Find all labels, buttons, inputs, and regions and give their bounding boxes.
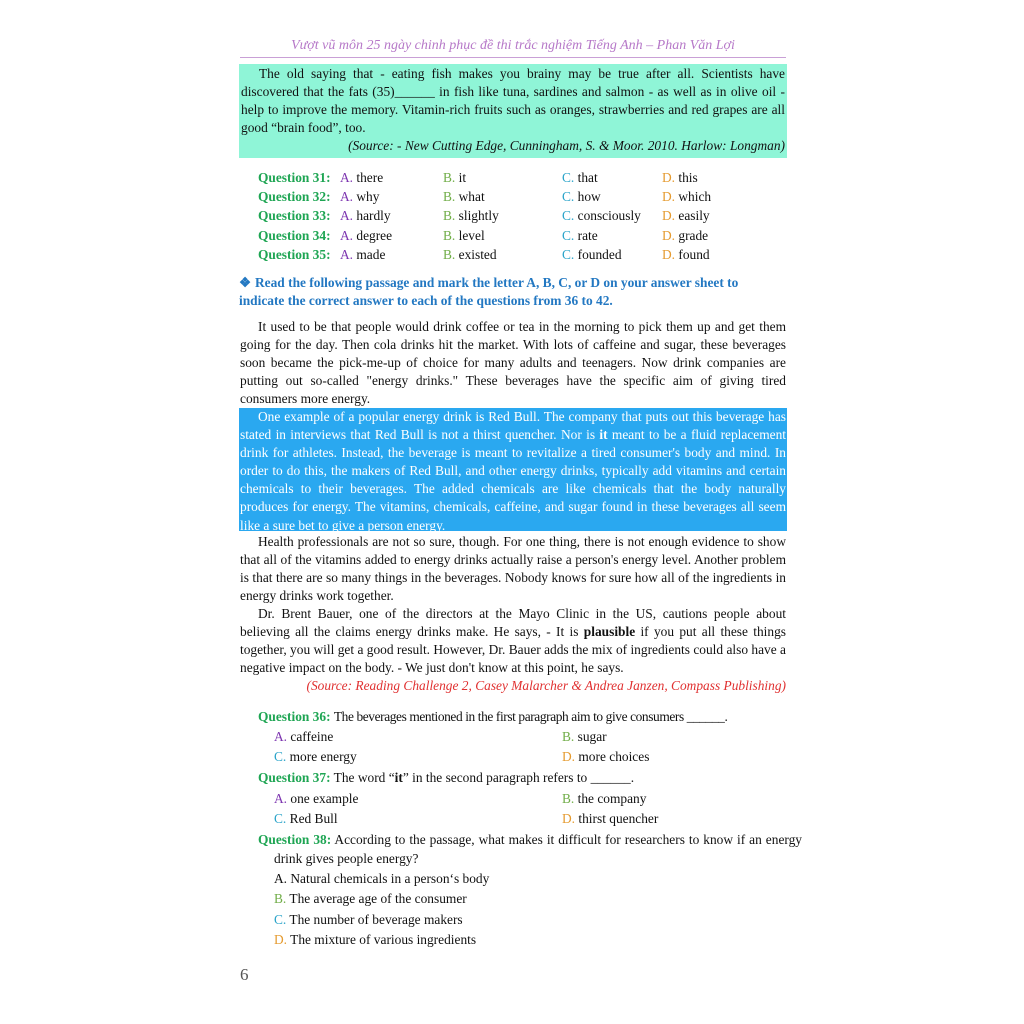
cloze-question-row [258, 168, 331, 187]
question-36-option-a[interactable] [274, 728, 333, 746]
option-text: degree [356, 228, 393, 243]
question-36 [258, 708, 727, 726]
option-text: what [458, 189, 485, 204]
question-38-option-b[interactable] [274, 890, 467, 908]
instruction-text: Read the following passage and mark the letter A, B, C, or D on your answer sheet to indicate the correct answer to each of the questions from 36 to 42. [239, 275, 739, 308]
cloze-question-row [258, 187, 331, 206]
option-letter: B. [443, 170, 456, 185]
question-36-text: The beverages mentioned in the first paragraph aim to give consumers ______. [333, 709, 728, 724]
option-text: The mixture of various ingredients [290, 932, 477, 947]
option-text: sugar [577, 729, 607, 744]
option-letter: C. [562, 228, 575, 243]
cloze-option-a[interactable] [340, 245, 385, 264]
option-letter: B. [274, 891, 287, 906]
header-rule [240, 57, 786, 58]
option-letter: B. [562, 791, 575, 806]
paragraph-4-keyword-plausible: plausible [583, 624, 636, 640]
passage-1-source: (Source: - New Cutting Edge, Cunningham, S. & Moor. 2010. Harlow: Longman) [348, 138, 785, 154]
option-letter: D. [274, 932, 288, 947]
question-38-text: According to the passage, what makes it difficult for researchers to know if an energy drink gives people energy? [274, 832, 802, 866]
option-text: this [678, 170, 698, 185]
running-header: Vượt vũ môn 25 ngày chinh phục đề thi trắc nghiệm Tiếng Anh – Phan Văn Lợi [291, 38, 735, 53]
option-text: that [577, 170, 598, 185]
option-text: easily [678, 208, 710, 223]
option-text: how [577, 189, 601, 204]
question-36-option-d[interactable] [562, 748, 649, 766]
option-text: level [458, 228, 485, 243]
option-letter: A. [274, 871, 288, 886]
option-letter: A. [340, 247, 354, 262]
question-38-option-c[interactable] [274, 911, 463, 929]
cloze-option-b[interactable] [443, 168, 466, 187]
cloze-option-c[interactable] [562, 206, 641, 225]
paragraph-2-keyword-it: it [599, 427, 608, 443]
option-letter: C. [274, 912, 287, 927]
option-letter: A. [274, 729, 288, 744]
cloze-option-a[interactable] [340, 168, 383, 187]
reading-instruction [239, 274, 787, 310]
question-label: Question 33: [258, 208, 331, 223]
option-text: The number of beverage makers [289, 912, 463, 927]
passage-2-source: (Source: Reading Challenge 2, Casey Malarcher & Andrea Janzen, Compass Publishing) [306, 678, 786, 693]
option-text: made [356, 247, 386, 262]
question-37-option-d[interactable] [562, 810, 658, 828]
option-text: slightly [458, 208, 499, 223]
cloze-question-row [258, 206, 331, 225]
option-text: caffeine [290, 729, 334, 744]
option-letter: D. [662, 208, 676, 223]
question-label: Question 31: [258, 170, 331, 185]
option-letter: A. [340, 170, 354, 185]
option-letter: D. [662, 247, 676, 262]
question-37-keyword: it [394, 770, 403, 785]
cloze-option-a[interactable] [340, 226, 392, 245]
option-letter: A. [274, 791, 288, 806]
passage-1-text: The old saying that - eating fish makes you brainy may be true after all. Scientists have discovered that the fats (35)______ in fish like tuna, sardines and salmon - as well as in olive oil - help to improve the memory. Vitamin-rich fruits such as oranges, strawberries and red grapes are all good “brain food”, too. [241, 66, 785, 136]
passage-2-paragraph-4 [240, 605, 786, 677]
question-38 [258, 830, 802, 868]
option-letter: A. [340, 208, 354, 223]
question-37-option-b[interactable] [562, 790, 646, 808]
option-text: grade [678, 228, 709, 243]
cloze-question-row [258, 226, 331, 245]
option-text: Red Bull [289, 811, 338, 826]
option-letter: A. [340, 189, 354, 204]
cloze-option-d[interactable] [662, 226, 708, 245]
diamond-bullet-icon: ❖ [239, 275, 252, 290]
cloze-option-c[interactable] [562, 226, 598, 245]
question-37 [258, 769, 634, 787]
option-text: existed [458, 247, 497, 262]
passage-2-paragraph-3: Health professionals are not so sure, though. For one thing, there is not enough evidence to show that all of the vitamins added to energy drinks actually raise a person's energy level. Another problem is that there are so many things in the beverages. Nobody knows for sure how all of the ingredients in energy drinks work together. [240, 534, 786, 604]
option-letter: C. [274, 811, 287, 826]
cloze-option-b[interactable] [443, 206, 499, 225]
option-letter: A. [340, 228, 354, 243]
question-label: Question 35: [258, 247, 331, 262]
option-text: which [678, 189, 712, 204]
cloze-option-c[interactable] [562, 168, 598, 187]
option-letter: B. [443, 247, 456, 262]
option-text: the company [577, 791, 647, 806]
paragraph-2-text-end: meant to be a fluid replacement drink for athletes. Instead, the beverage is meant to revitalize a tired consumer's body and mind. In order to do this, the makers of Red Bull, and other energy drinks, typically add vitamins and certain chemicals to their beverages. The added chemicals are like chemicals that the body naturally produces for energy. The vitamins, chemicals, caffeine, and sugar found in these beverages all seem like a sure bet to give a person energy. [240, 427, 786, 533]
option-text: consciously [577, 208, 641, 223]
question-36-option-b[interactable] [562, 728, 607, 746]
paragraph-2-text-start: One example of a popular energy drink is Red Bull. The company that puts out this beverage has stated in interviews that Red Bull is not a thirst quencher. Nor is [240, 409, 786, 443]
cloze-option-c[interactable] [562, 187, 601, 206]
question-37-option-c[interactable] [274, 810, 338, 828]
option-letter: B. [443, 228, 456, 243]
question-37-text-start: The word “ [333, 770, 395, 785]
question-36-label: Question 36: [258, 709, 331, 724]
option-text: rate [577, 228, 598, 243]
paragraph-4-text-end: if you put all these things together, you will get a good result. However, Dr. Bauer adds the mix of ingredients could also have a negative impact on the body. - We just don't know at this point, he says. [240, 624, 786, 676]
question-38-label: Question 38: [258, 832, 332, 847]
option-text: one example [290, 791, 359, 806]
question-36-option-c[interactable] [274, 748, 357, 766]
passage-1-box [239, 64, 787, 158]
option-text: founded [577, 247, 622, 262]
cloze-option-b[interactable] [443, 187, 485, 206]
question-37-label: Question 37: [258, 770, 331, 785]
cloze-option-a[interactable] [340, 206, 391, 225]
cloze-option-c[interactable] [562, 245, 622, 264]
cloze-option-b[interactable] [443, 226, 485, 245]
page-number: 6 [240, 965, 249, 984]
cloze-option-b[interactable] [443, 245, 497, 264]
passage-2-highlight-box [239, 408, 787, 531]
question-label: Question 32: [258, 189, 331, 204]
paragraph-4-text-start: Dr. Brent Bauer, one of the directors at the Mayo Clinic in the US, cautions people about believing all the claims energy drinks make. He says, - It is [240, 606, 786, 640]
option-letter: D. [562, 811, 576, 826]
option-letter: B. [443, 189, 456, 204]
option-text: thirst quencher [578, 811, 659, 826]
option-text: it [458, 170, 467, 185]
option-letter: C. [562, 247, 575, 262]
option-letter: B. [562, 729, 575, 744]
option-text: more choices [578, 749, 650, 764]
question-37-text-end: ” in the second paragraph refers to ______. [402, 770, 635, 785]
option-text: The average age of the consumer [289, 891, 467, 906]
option-letter: D. [662, 189, 676, 204]
option-letter: C. [274, 749, 287, 764]
option-letter: D. [662, 170, 676, 185]
question-37-option-a[interactable] [274, 790, 358, 808]
cloze-option-d[interactable] [662, 168, 698, 187]
option-letter: D. [562, 749, 576, 764]
option-letter: C. [562, 170, 575, 185]
cloze-option-a[interactable] [340, 187, 379, 206]
question-38-option-d[interactable] [274, 931, 476, 949]
option-letter: B. [443, 208, 456, 223]
option-text: Natural chemicals in a person‘s body [290, 871, 490, 886]
option-letter: C. [562, 208, 575, 223]
option-text: more energy [289, 749, 357, 764]
option-text: there [356, 170, 384, 185]
option-text: why [356, 189, 380, 204]
passage-2-paragraph-2 [239, 408, 787, 535]
question-label: Question 34: [258, 228, 331, 243]
cloze-option-d[interactable] [662, 245, 710, 264]
cloze-option-d[interactable] [662, 187, 711, 206]
option-letter: C. [562, 189, 575, 204]
option-text: hardly [356, 208, 391, 223]
question-38-option-a[interactable] [274, 870, 489, 888]
cloze-option-d[interactable] [662, 206, 710, 225]
option-text: found [678, 247, 710, 262]
option-letter: D. [662, 228, 676, 243]
cloze-question-row [258, 245, 331, 264]
passage-2-paragraph-1: It used to be that people would drink coffee or tea in the morning to pick them up and get them going for the day. Then cola drinks hit the market. With lots of caffeine and sugar, these beverages soon became the pick-me-up of choice for many adults and teenagers. Now drink companies are putting out so-called "energy drinks." These beverages have the specific aim of giving tired consumers more energy. [240, 319, 786, 407]
